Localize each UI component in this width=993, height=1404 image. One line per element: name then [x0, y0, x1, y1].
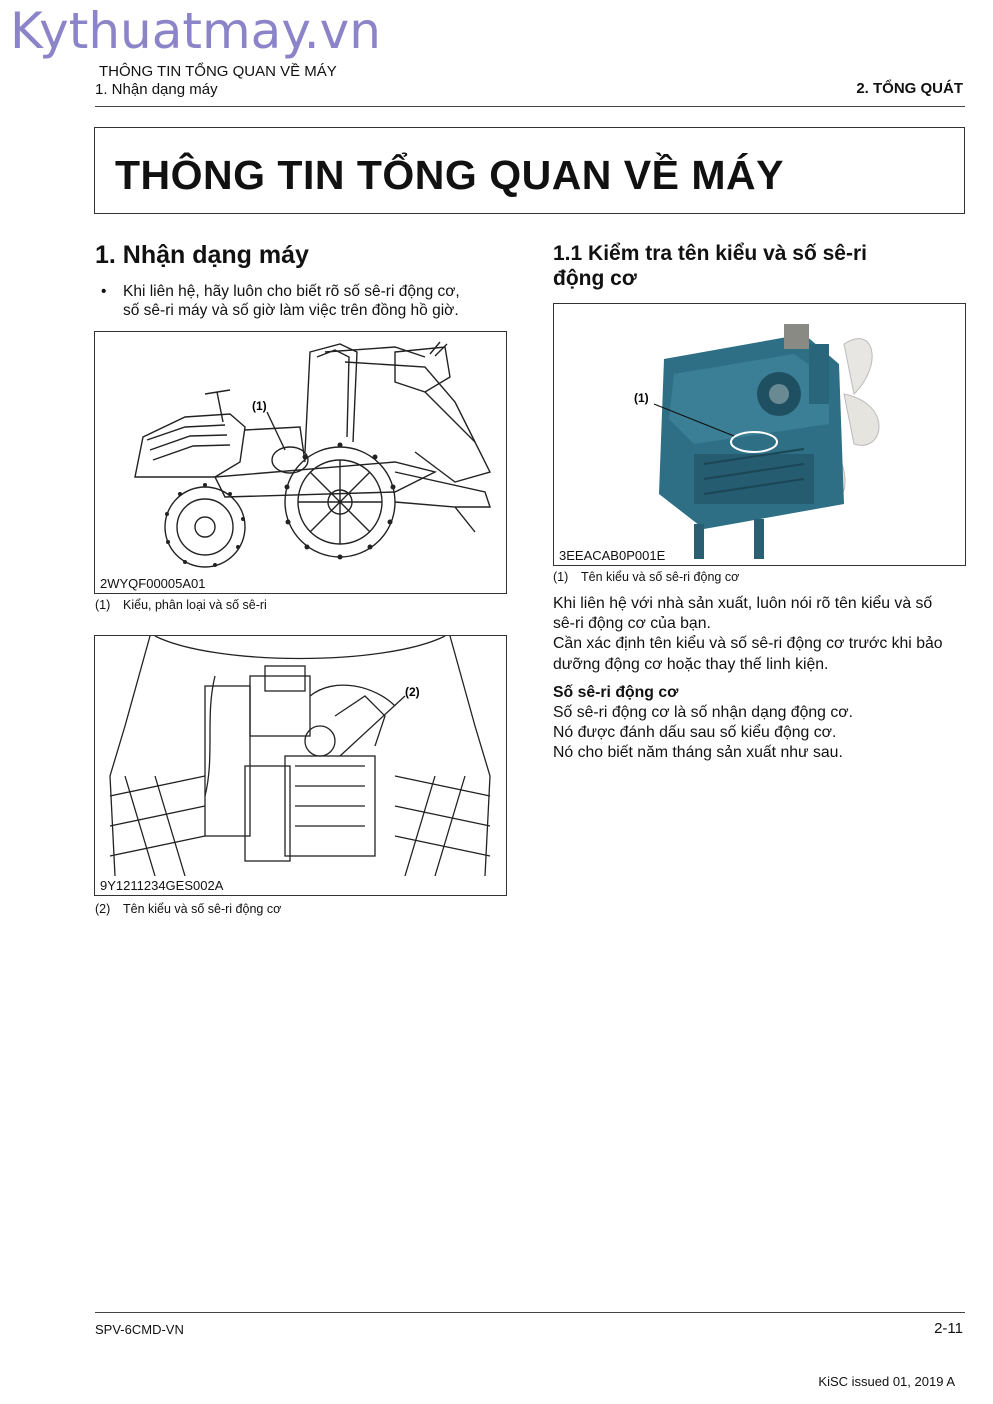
bullet-symbol: • [101, 283, 107, 300]
figure2-callout: (2) [405, 685, 420, 699]
figure-engine-bay [94, 635, 507, 896]
para1-line4: dưỡng động cơ hoặc thay thế linh kiện. [553, 656, 829, 673]
footer-rule [95, 1312, 965, 1313]
figure2-caption: Tên kiểu và số sê-ri động cơ [123, 902, 282, 916]
engine-bay-drawing [95, 636, 506, 876]
header-rule [95, 106, 965, 107]
bullet-line-1: Khi liên hệ, hãy luôn cho biết rõ số sê-ri động cơ, [123, 283, 460, 300]
para2-line3: Nó cho biết năm tháng sản xuất như sau. [553, 744, 843, 761]
tractor-drawing [95, 332, 506, 572]
section-heading-engine-check-line1: 1.1 Kiểm tra tên kiểu và số sê-ri [553, 242, 867, 265]
watermark-logo: Kythuatmay.vn [10, 2, 381, 60]
page-title: THÔNG TIN TỔNG QUAN VỀ MÁY [115, 152, 784, 198]
figure3-code: 3EEACAB0P001E [559, 548, 666, 563]
document-code: SPV-6CMD-VN [95, 1322, 184, 1337]
figure2-code: 9Y1211234GES002A [100, 878, 224, 893]
running-header-chapter: 2. TỔNG QUÁT [856, 80, 963, 97]
figure3-caption-num: (1) [553, 570, 569, 584]
bullet-line-2: số sê-ri máy và số giờ làm việc trên đồng hồ giờ. [123, 302, 459, 319]
running-header-section: 1. Nhận dạng máy [95, 81, 218, 98]
figure-engine-photo [553, 303, 966, 566]
section-heading-engine-check-line2: động cơ [553, 267, 637, 290]
engine-photo [554, 304, 965, 565]
issue-note: KiSC issued 01, 2019 A [818, 1374, 955, 1389]
title-box [94, 127, 965, 214]
para1-line3: Cần xác định tên kiểu và số sê-ri động cơ trước khi bảo [553, 635, 943, 652]
para1-line2: sê-ri động cơ của bạn. [553, 615, 711, 632]
figure1-code: 2WYQF00005A01 [100, 576, 206, 591]
figure3-callout: (1) [634, 391, 649, 405]
running-header-title: THÔNG TIN TỔNG QUAN VỀ MÁY [99, 63, 337, 80]
para2-line1: Số sê-ri động cơ là số nhận dạng động cơ. [553, 704, 853, 721]
section-heading-machine-id: 1. Nhận dạng máy [95, 241, 309, 269]
figure-tractor [94, 331, 507, 594]
figure1-caption-num: (1) [95, 598, 111, 612]
figure2-caption-num: (2) [95, 902, 111, 916]
subheading-engine-serial: Số sê-ri động cơ [553, 684, 679, 701]
figure1-callout: (1) [252, 399, 267, 413]
page-number: 2-11 [934, 1320, 963, 1337]
para1-line1: Khi liên hệ với nhà sản xuất, luôn nói rõ tên kiểu và số [553, 595, 933, 612]
figure3-caption: Tên kiểu và số sê-ri động cơ [581, 570, 740, 584]
para2-line2: Nó được đánh dấu sau số kiểu động cơ. [553, 724, 837, 741]
figure1-caption: Kiểu, phân loại và số sê-ri [123, 598, 267, 612]
